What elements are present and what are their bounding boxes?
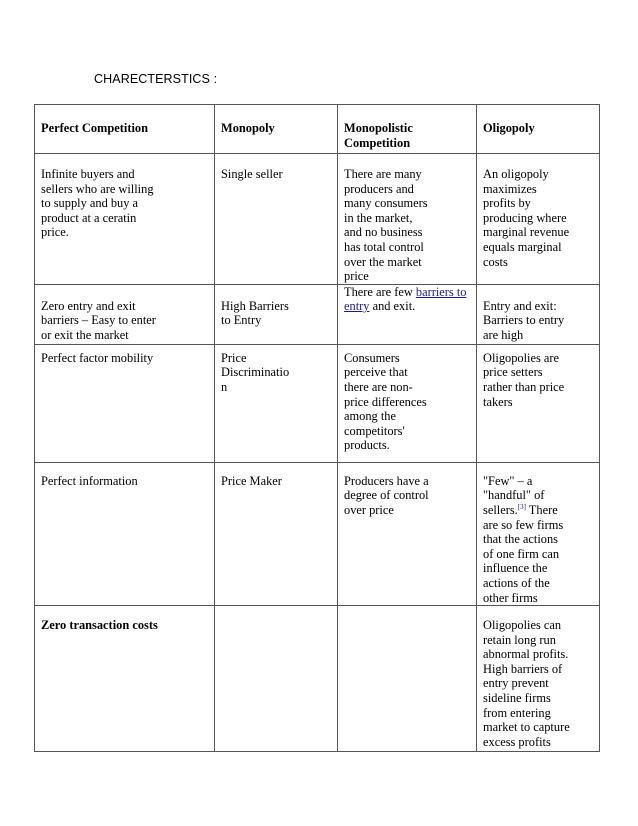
table-cell xyxy=(477,154,600,285)
cell-text: Price Maker xyxy=(221,473,282,488)
table-cell xyxy=(215,284,338,344)
table-row xyxy=(35,606,600,752)
table-cell xyxy=(215,154,338,285)
table-cell xyxy=(35,606,215,752)
comparison-table xyxy=(34,104,600,752)
header-monopoly: Monopoly xyxy=(221,121,275,135)
header-cell xyxy=(477,105,600,154)
table-cell xyxy=(35,154,215,285)
cell-text: Zero transaction costs xyxy=(41,618,158,633)
table-row xyxy=(35,154,600,285)
citation-link[interactable]: [3] xyxy=(517,502,526,511)
table-cell xyxy=(338,154,477,285)
cell-text: High Barriers to Entry xyxy=(221,298,289,328)
cell-text: Single seller xyxy=(221,167,283,181)
cell-text: An oligopoly maximizes profits by producing where marginal revenue equals marginal costs xyxy=(483,167,570,269)
link-text: barriers to xyxy=(415,284,467,299)
table-cell xyxy=(338,344,477,462)
header-cell xyxy=(35,105,215,154)
cell-text: There are few xyxy=(344,284,416,299)
table-row xyxy=(35,344,600,462)
header-monopolistic-competition: Monopolistic Competition xyxy=(344,121,413,150)
header-cell xyxy=(215,105,338,154)
header-oligopoly: Oligopoly xyxy=(483,121,535,135)
cell-text: Producers have a degree of control over price xyxy=(344,473,429,517)
table-cell xyxy=(338,284,477,344)
cell-text: Zero entry and exit barriers – Easy to enter or exit the market xyxy=(41,298,156,342)
cell-text: Price Discriminatio n xyxy=(221,350,290,394)
cell-text: There are many producers and many consumers in the market, and no business has total control over the market price xyxy=(344,167,428,284)
link-text: entry xyxy=(344,299,370,314)
table-cell xyxy=(477,462,600,605)
cell-text: and exit. xyxy=(369,299,416,314)
cell-text: "Few" – a "handful" of sellers. xyxy=(483,473,545,517)
table-cell xyxy=(215,606,338,752)
table-row xyxy=(35,462,600,605)
table-cell xyxy=(477,606,600,752)
table-cell xyxy=(35,284,215,344)
cell-text: Consumers perceive that there are non- price differences among the competitors' products. xyxy=(344,350,427,453)
table-cell xyxy=(477,284,600,344)
header-cell xyxy=(338,105,477,154)
table-cell xyxy=(338,462,477,605)
cell-text xyxy=(483,474,593,605)
cell-text: Infinite buyers and sellers who are willing to supply and buy a product at a ceratin price. xyxy=(41,167,154,240)
cell-text: Oligopolies can retain long run abnormal profits. High barriers of entry prevent sideline firms from entering market to capture excess profits xyxy=(483,618,570,749)
table-cell xyxy=(215,344,338,462)
header-row xyxy=(35,105,600,154)
table-cell xyxy=(215,462,338,605)
cell-text: Perfect factor mobility xyxy=(41,350,154,365)
table-cell xyxy=(35,344,215,462)
table-row xyxy=(35,284,600,344)
cell-text: Oligopolies are price setters rather than price takers xyxy=(483,350,565,409)
cell-text: Perfect information xyxy=(41,473,138,488)
cell-text: There are so few firms that the actions of one firm can influence the actions of the other firms xyxy=(483,502,564,605)
table-cell xyxy=(477,344,600,462)
table-cell xyxy=(338,606,477,752)
table-cell xyxy=(35,462,215,605)
cell-text: Entry and exit: Barriers to entry are high xyxy=(483,298,565,342)
header-perfect-competition: Perfect Competition xyxy=(41,121,148,135)
page-heading: CHARECTERSTICS : xyxy=(94,72,218,86)
